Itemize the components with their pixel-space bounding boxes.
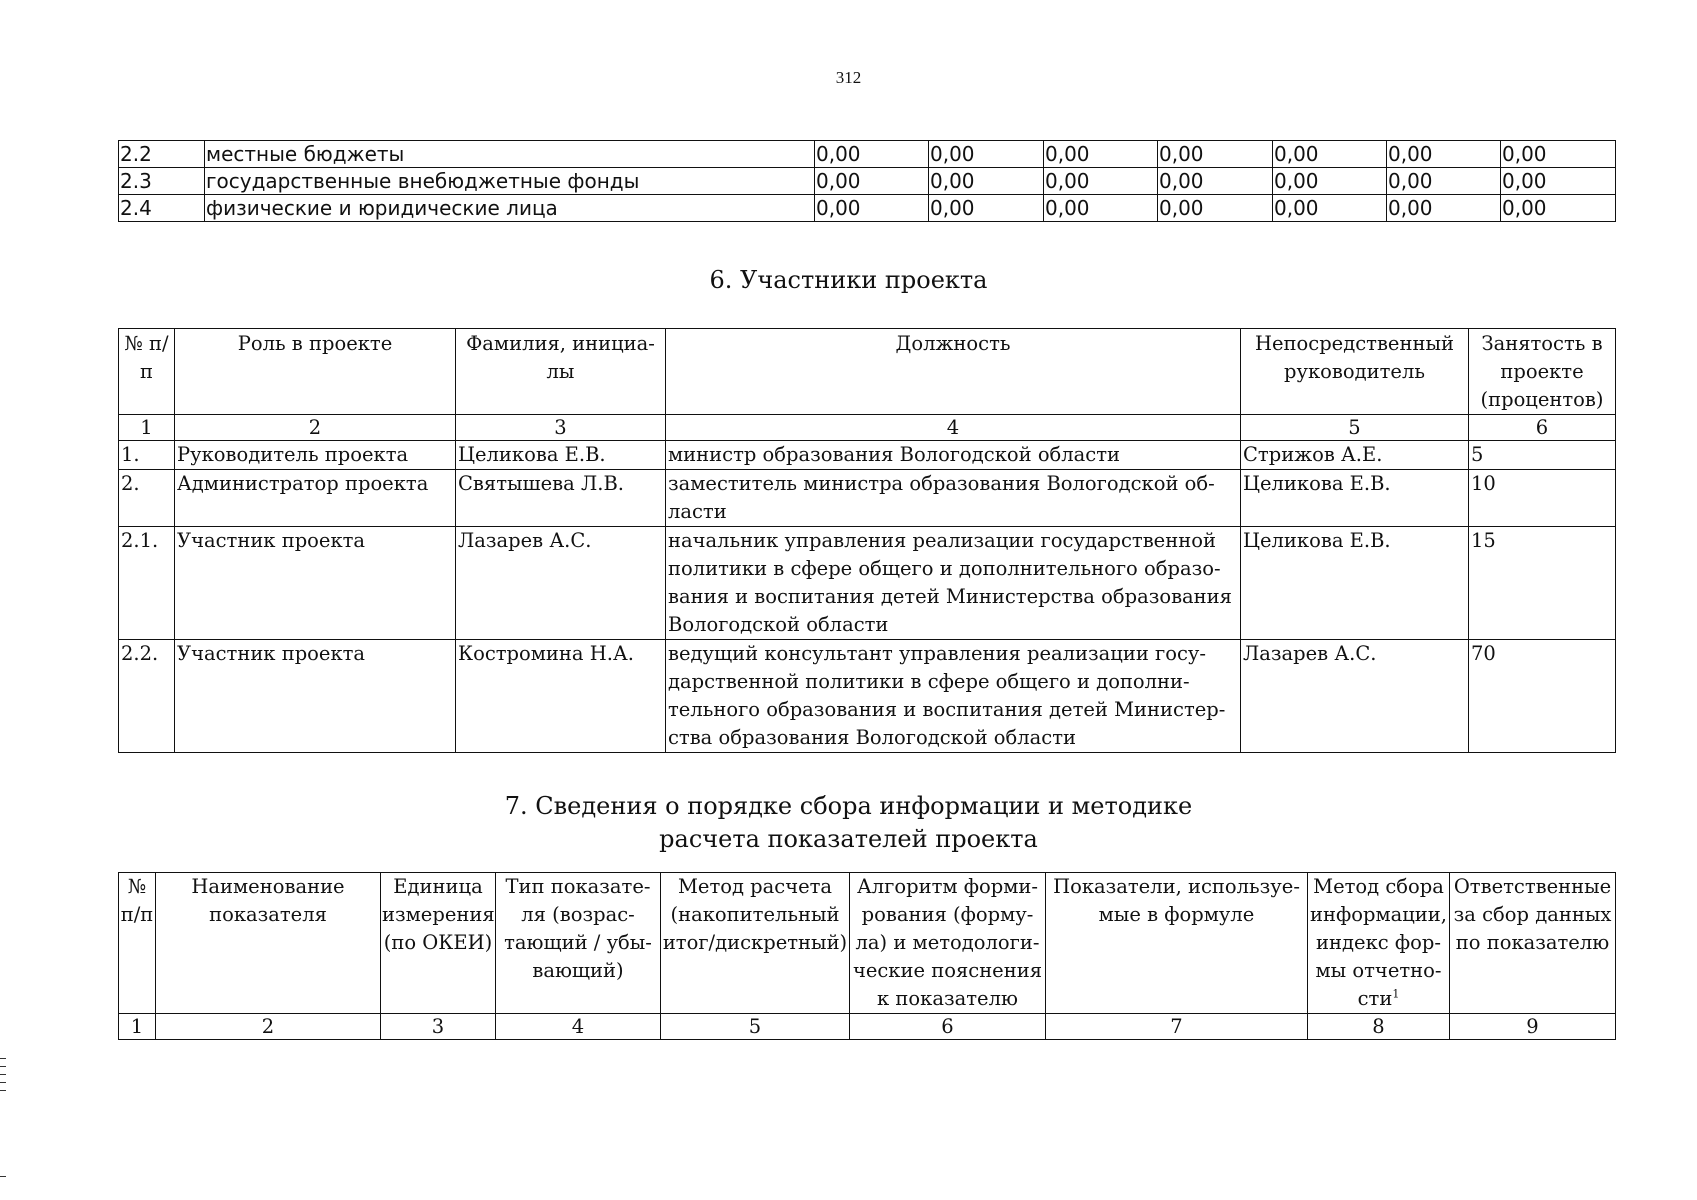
column-number: 9 <box>1450 1014 1616 1040</box>
indicators-table <box>118 872 1616 1040</box>
name-cell: Лазарев А.С. <box>456 527 666 640</box>
value-cell: 0,00 <box>1387 195 1501 222</box>
value-cell: 0,00 <box>1387 141 1501 168</box>
table-row <box>119 640 1616 753</box>
position-cell: начальник управления реализации государственной политики в сфере общего и дополнительного образо-вания и воспитания детей Министерства образования Вологодской области <box>666 527 1241 640</box>
table-row <box>119 441 1616 470</box>
supervisor-cell: Стрижов А.Е. <box>1241 441 1469 470</box>
value-cell: 0,00 <box>929 168 1044 195</box>
value-cell: 0,00 <box>1044 168 1158 195</box>
column-number: 8 <box>1308 1014 1450 1040</box>
load-cell: 10 <box>1469 470 1616 527</box>
row-name: физические и юридические лица <box>205 195 815 222</box>
column-header: Занятость в проекте (процентов) <box>1469 329 1616 415</box>
value-cell: 0,00 <box>1158 141 1273 168</box>
margin-mark <box>0 1058 6 1059</box>
value-cell: 0,00 <box>929 195 1044 222</box>
role-cell: Администратор проекта <box>175 470 456 527</box>
name-cell: Святышева Л.В. <box>456 470 666 527</box>
margin-mark <box>0 1082 6 1083</box>
header-row <box>119 329 1616 415</box>
role-cell: Участник проекта <box>175 527 456 640</box>
value-cell: 0,00 <box>1158 168 1273 195</box>
supervisor-cell: Целикова Е.В. <box>1241 527 1469 640</box>
position-cell: заместитель министра образования Вологодской об-ласти <box>666 470 1241 527</box>
row-number: 2.3 <box>119 168 205 195</box>
column-header <box>1308 873 1450 1014</box>
load-cell: 5 <box>1469 441 1616 470</box>
table-row <box>119 168 1616 195</box>
row-number: 2. <box>119 470 175 527</box>
column-header: Должность <box>666 329 1241 415</box>
column-header-text: Метод сбора информации, индекс фор-мы отчетно-сти <box>1309 875 1447 1010</box>
page-number: 312 <box>835 68 862 87</box>
margin-mark <box>0 1176 6 1177</box>
column-header: Ответственные за сбор данных по показателю <box>1450 873 1616 1014</box>
column-number: 4 <box>496 1014 661 1040</box>
column-number: 3 <box>456 415 666 441</box>
column-number: 5 <box>661 1014 850 1040</box>
column-number-row <box>119 415 1616 441</box>
column-header: Тип показате-ля (возрас-тающий / убы-вающий) <box>496 873 661 1014</box>
column-number: 5 <box>1241 415 1469 441</box>
name-cell: Целикова Е.В. <box>456 441 666 470</box>
budget-table <box>118 140 1616 222</box>
column-number: 6 <box>1469 415 1616 441</box>
row-number: 2.4 <box>119 195 205 222</box>
value-cell: 0,00 <box>1501 168 1616 195</box>
table-row <box>119 527 1616 640</box>
row-number: 2.2. <box>119 640 175 753</box>
column-number: 2 <box>156 1014 381 1040</box>
column-number: 2 <box>175 415 456 441</box>
row-number: 1. <box>119 441 175 470</box>
value-cell: 0,00 <box>1387 168 1501 195</box>
section-7-title-continued: расчета показателей проекта <box>659 825 1038 853</box>
row-number: 2.2 <box>119 141 205 168</box>
column-header: № п/п <box>119 873 156 1014</box>
value-cell: 0,00 <box>1273 195 1387 222</box>
column-header: Единица измерения (по ОКЕИ) <box>381 873 496 1014</box>
value-cell: 0,00 <box>815 168 929 195</box>
row-name: государственные внебюджетные фонды <box>205 168 815 195</box>
value-cell: 0,00 <box>1158 195 1273 222</box>
section-7-title: 7. Сведения о порядке сбора информации и методике <box>504 792 1193 820</box>
load-cell: 15 <box>1469 527 1616 640</box>
name-cell: Костромина Н.А. <box>456 640 666 753</box>
supervisor-cell: Лазарев А.С. <box>1241 640 1469 753</box>
margin-mark <box>0 1066 6 1067</box>
section-6-title: 6. Участники проекта <box>709 266 988 294</box>
column-number: 3 <box>381 1014 496 1040</box>
value-cell: 0,00 <box>815 141 929 168</box>
margin-mark <box>0 1090 6 1091</box>
supervisor-cell: Целикова Е.В. <box>1241 470 1469 527</box>
column-number: 4 <box>666 415 1241 441</box>
value-cell: 0,00 <box>929 141 1044 168</box>
value-cell: 0,00 <box>1273 141 1387 168</box>
column-number-row <box>119 1014 1616 1040</box>
table-row <box>119 141 1616 168</box>
column-number: 1 <box>119 415 175 441</box>
role-cell: Руководитель проекта <box>175 441 456 470</box>
column-header: Метод расчета (накопительный итог/дискретный) <box>661 873 850 1014</box>
row-number: 2.1. <box>119 527 175 640</box>
column-number: 6 <box>850 1014 1046 1040</box>
role-cell: Участник проекта <box>175 640 456 753</box>
column-header: Алгоритм форми-рования (форму-ла) и методологи-ческие пояснения к показателю <box>850 873 1046 1014</box>
position-cell: ведущий консультант управления реализации госу-дарственной политики в сфере общего и дополни-тельного образования и воспитания детей Министер-ства образования Вологодской области <box>666 640 1241 753</box>
column-number: 7 <box>1046 1014 1308 1040</box>
margin-mark <box>0 1074 6 1075</box>
column-header: Фамилия, инициа-лы <box>456 329 666 415</box>
column-header: Наименование показателя <box>156 873 381 1014</box>
load-cell: 70 <box>1469 640 1616 753</box>
value-cell: 0,00 <box>1273 168 1387 195</box>
value-cell: 0,00 <box>815 195 929 222</box>
table-row <box>119 195 1616 222</box>
footnote-marker: 1 <box>1392 987 1400 1001</box>
table-row <box>119 470 1616 527</box>
column-header: № п/п <box>119 329 175 415</box>
column-header: Непосредственный руководитель <box>1241 329 1469 415</box>
value-cell: 0,00 <box>1501 141 1616 168</box>
header-row <box>119 873 1616 1014</box>
value-cell: 0,00 <box>1044 141 1158 168</box>
value-cell: 0,00 <box>1044 195 1158 222</box>
value-cell: 0,00 <box>1501 195 1616 222</box>
column-header: Показатели, используе-мые в формуле <box>1046 873 1308 1014</box>
row-name: местные бюджеты <box>205 141 815 168</box>
column-header: Роль в проекте <box>175 329 456 415</box>
column-number: 1 <box>119 1014 156 1040</box>
position-cell: министр образования Вологодской области <box>666 441 1241 470</box>
participants-table <box>118 328 1616 753</box>
